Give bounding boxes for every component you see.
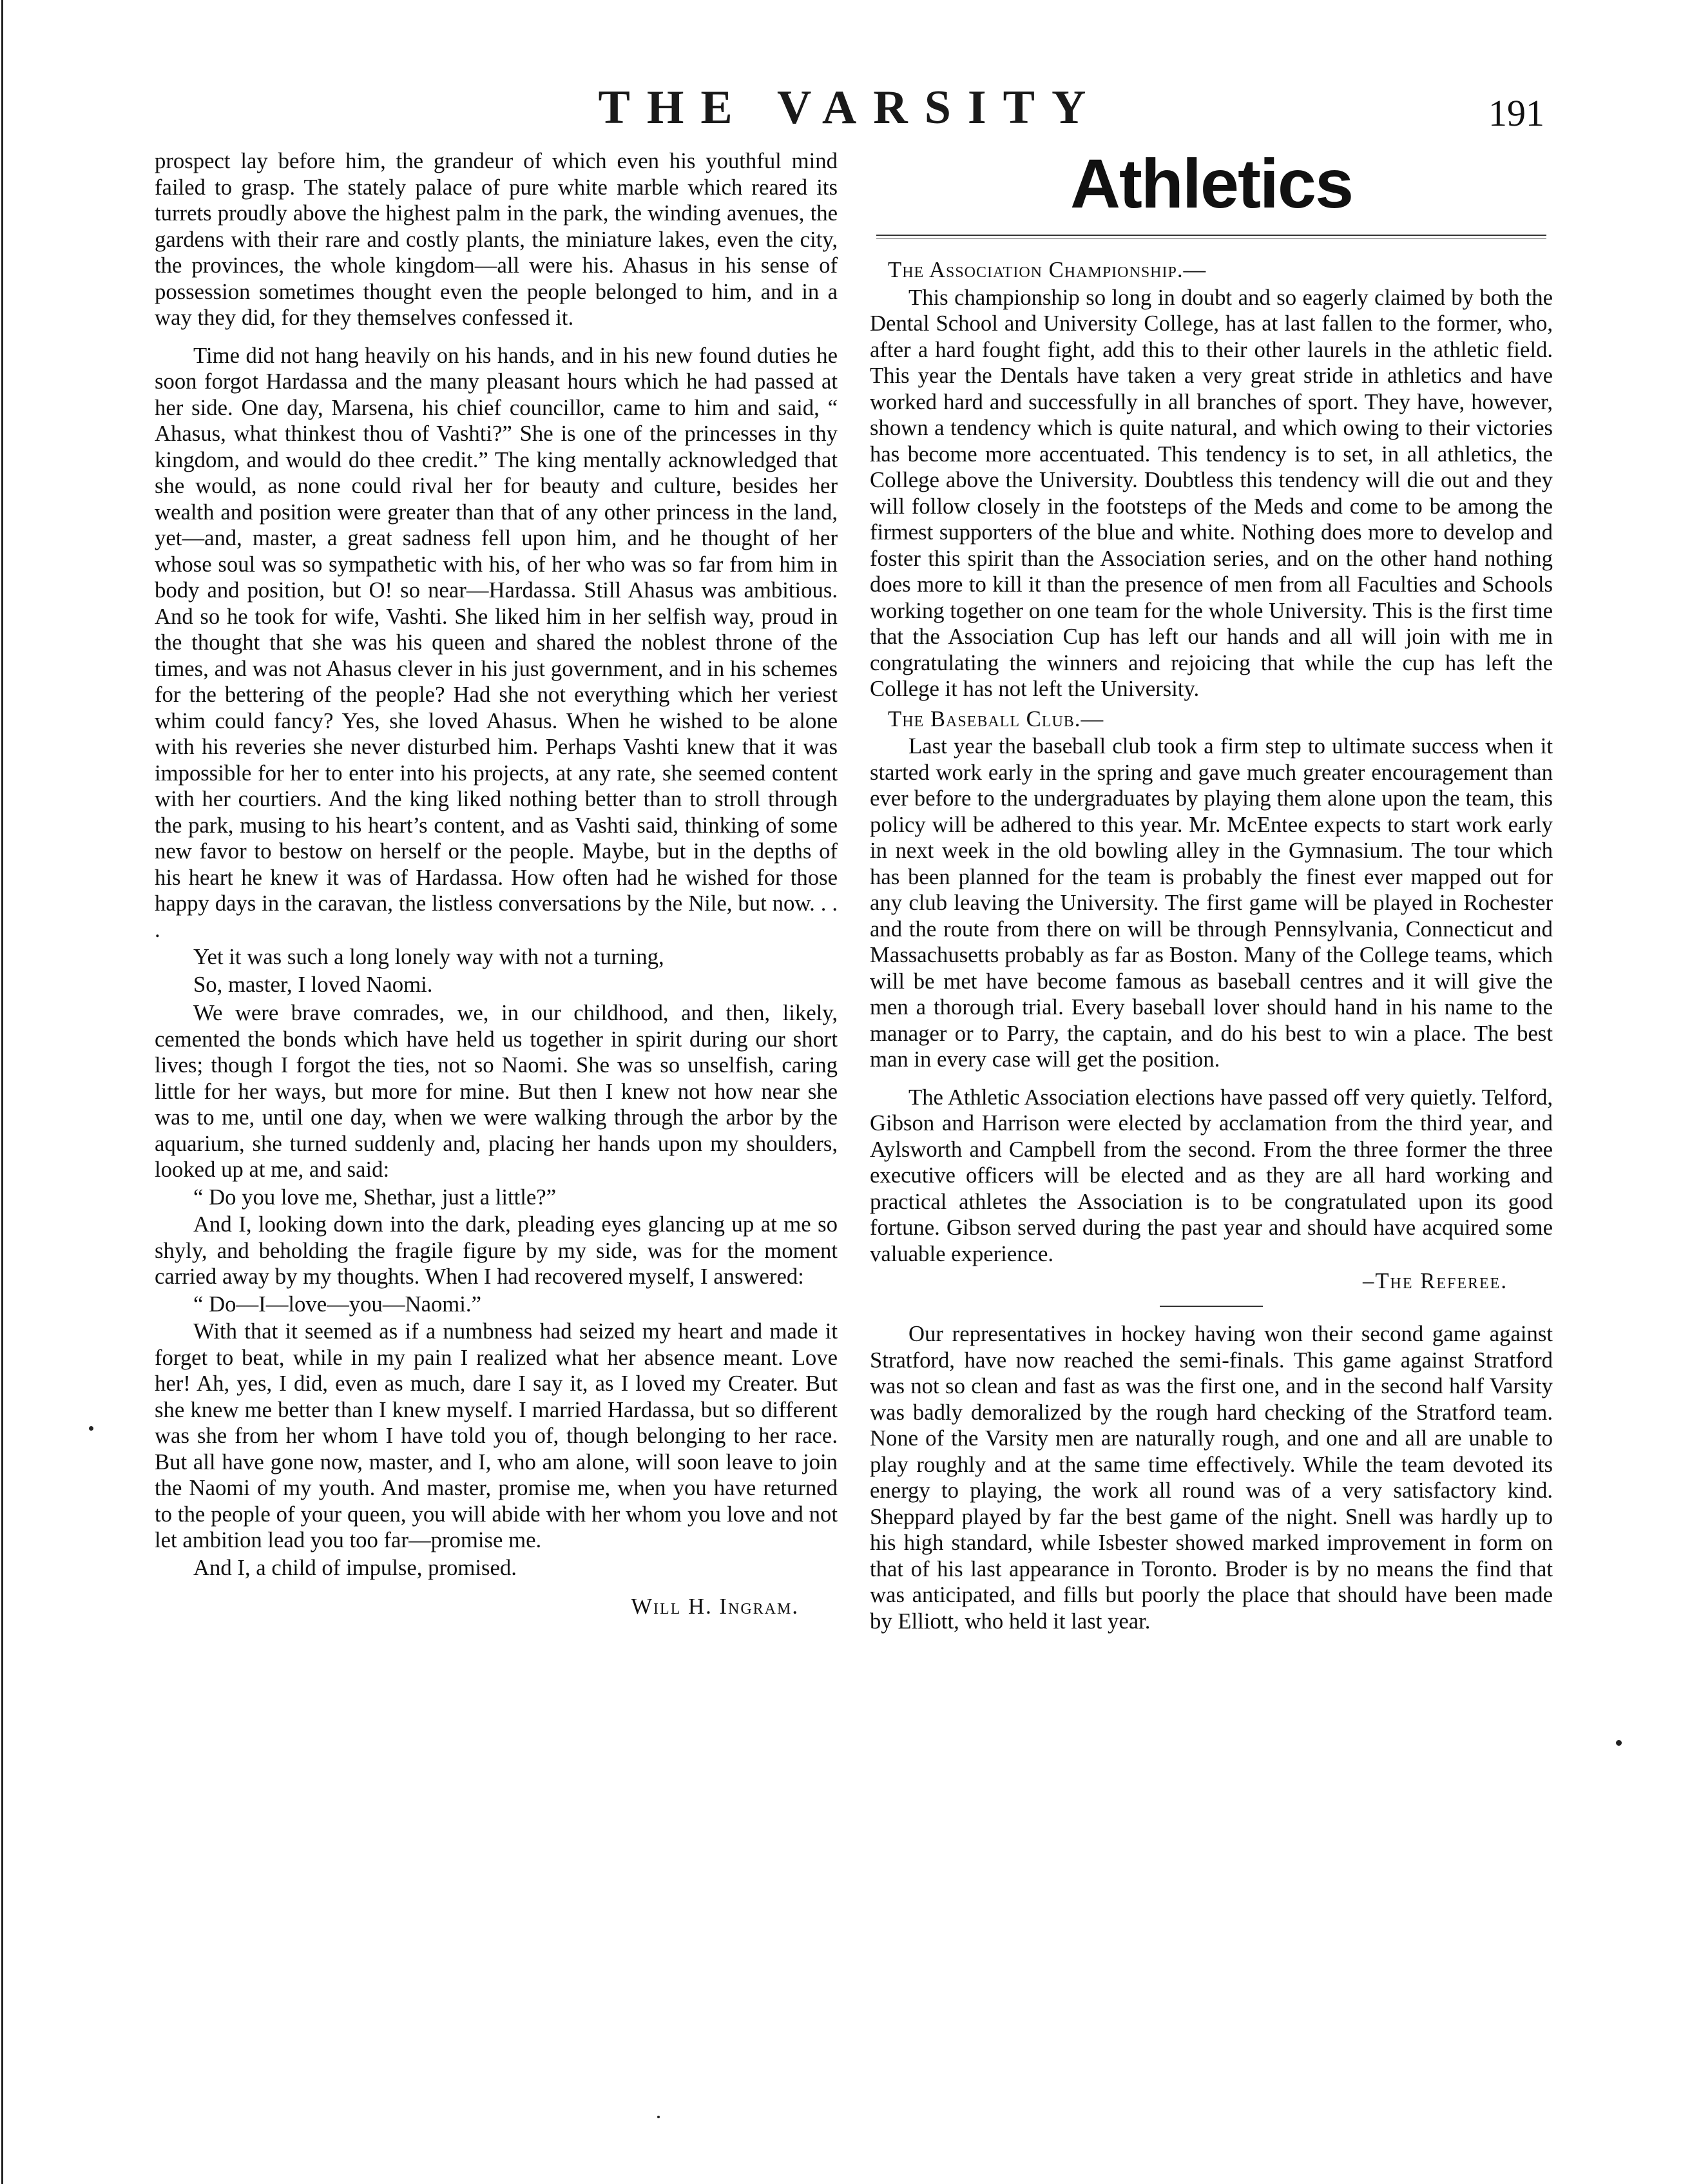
story-paragraph: With that it seemed as if a numbness had seized my heart and made it forget to beat, while in my pain I realized what her absence meant. Love her! Ah, yes, I did, even as much, dare I say it, as I loved my Creater. But she knew me better than I knew myself. I married Hardassa, but so different was she from her whom I have told you of, though belonging to her race. But all have gone now, master, and I, who am alone, will soon leave to join the Naomi of my youth. And master, promise me, when you have returned to the people of your queen, you will abide with her whom you love and not let ambition lead you too far—promise me.: [155, 1319, 838, 1552]
right-column: [870, 144, 1553, 1636]
subheading-baseball: The Baseball Club.—: [888, 706, 1104, 731]
article-paragraph: This championship so long in doubt and so eagerly claimed by both the Dental School and University College, has at last fallen to the former, who, after a hard fought fight, add this to their other laurels in the athletic field. This year the Dentals have taken a very great stride in athletics and have worked hard and successfully in all branches of sport. They have, however, shown a tendency which is quite natural, and which owing to their victories has become more accentuated. This tendency is to set, in all athletics, the College above the University. Doubtless this tendency will die out and they will follow closely in the footsteps of the Meds and come to be among the firmest supporters of the blue and white. Nothing does more to develop and foster this spirit than the Association series, and on the other hand nothing does more to kill it than the presence of men from all Faculties and Schools working together on one team for the whole University. This is the first time that the Association Cup has left our hands and all will join with me in congratulating the winners and rejoicing that while the cup has left the College it has not left the University.: [870, 284, 1553, 701]
verse-line: Yet it was such a long lonely way with not a turning,: [193, 944, 664, 969]
subheading-association: The Association Championship.—: [888, 257, 1207, 282]
article-paragraph: Last year the baseball club took a firm step to ultimate success when it started work early in the spring and gave much greater encouragement than ever before to the undergraduates by playing them alone upon the team, this policy will be adhered to this year. Mr. McEntee expects to start work early in next week in the old bowling alley in the Gymnasium. The tour which has been planned for the team is probably the finest ever mapped out for any club leaving the University. The first game will be played in Rochester and the route from there on will be through Pennsylvania, Connecticut and Massachusetts probably as far as Boston. Many of the College teams, which will be met have become famous as baseball centres and it will give the men a thorough trial. Every baseball lover should hand in his name to the manager or to Parry, the captain, and do his best to win a place. The best man in every case will get the position.: [870, 733, 1553, 1072]
dialogue-line: “ Do you love me, Shethar, just a little?”: [193, 1184, 557, 1210]
author-signature: Will H. Ingram.: [631, 1594, 799, 1619]
heading-divider: [876, 235, 1546, 239]
print-speck: [89, 1426, 93, 1431]
left-column: [155, 148, 838, 1620]
scan-edge-line: [1, 0, 3, 2184]
story-paragraph: prospect lay before him, the grandeur of which even his youthful mind failed to grasp. The stately palace of pure white marble which reared its turrets proudly above the highest palm in the park, the winding avenues, the gardens with their rare and costly plants, the miniature lakes, even the city, the provinces, the whole kingdom—all were his. Ahasus in his sense of possession sometimes thought even the people belonged to him, and in a way they did, for they themselves confessed it.: [155, 148, 838, 330]
article-paragraph: Our representatives in hockey having won their second game against Stratford, have now reached the semi-finals. This game against Stratford was not so clean and fast as was the first one, and in the second half Varsity was badly demoralized by the rough hard checking of the Stratford team. None of the Varsity men are naturally rough, and one and all are unable to play roughly and at the same time effectively. While the team devoted its energy to playing, the work all round was of a very satisfactory kind. Sheppard played by far the best game of the night. Snell was hardly up to his high standard, while Isbester showed marked improvement in form on that of his last appearance in Toronto. Broder is by no means the find that was anticipated, and fills but poorly the place that should have been made by Elliott, who held it last year.: [870, 1321, 1553, 1634]
story-paragraph: We were brave comrades, we, in our childhood, and then, likely, cemented the bonds which have held us together in spirit during our short lives; though I forgot the ties, not so Naomi. She was so unselfish, caring little for her ways, but more for mine. But then I knew not how near she was to me, until one day, when we were walking through the arbor by the aquarium, she turned suddenly and, placing her hands upon my shoulders, looked up at me, and said:: [155, 1000, 838, 1182]
section-divider: [1160, 1306, 1263, 1307]
story-paragraph: And I, looking down into the dark, pleading eyes glancing up at me so shyly, and beholding the fragile figure by my side, was for the moment carried away by my thoughts. When I had recovered myself, I answered:: [155, 1212, 838, 1289]
article-paragraph: The Athletic Association elections have passed off very quietly. Telford, Gibson and Harrison were elected by acclamation from the third year, and Aylsworth and Campbell from the second. From the three former the three executive officers will be elected and as they are all hard working and practical athletes the Association is to be congratulated upon its good fortune. Gibson served during the past year and should have acquired some valuable experience.: [870, 1084, 1553, 1266]
masthead-title: THE VARSITY: [598, 81, 1103, 134]
referee-signature: –The Referee.: [1362, 1268, 1508, 1293]
signature-row: [870, 1268, 1553, 1294]
print-speck: [657, 2116, 660, 2118]
page-number: 191: [1488, 92, 1544, 134]
section-heading: Athletics: [1070, 144, 1353, 222]
story-paragraph: Time did not hang heavily on his hands, and in his new found duties he soon forgot Hardassa and the many pleasant hours which he had passed at her side. One day, Marsena, his chief councillor, came to him and said, “ Ahasus, what thinkest thou of Vashti?” She is one of the princesses in thy kingdom, and would do thee credit.” The king mentally acknowledged that she would, as none could rival her for beauty and culture, besides her wealth and position were greater than that of any other princess in the land, yet—and, master, a great sadness fell upon him, and he thought of her whose soul was so sympathetic with his, of her who was so far from him in body and position, but O! so near—Hardassa. Still Ahasus was ambitious. And so he took for wife, Vashti. She liked him in her selfish way, proud in the thought that she was his queen and shared the noblest throne of the times, and was not Ahasus clever in his just government, and in his schemes for the bettering of the people? Had she not everything which her veriest whim could fancy? Yes, she loved Ahasus. When he wished to be alone with his reveries she never disturbed him. Perhaps Vashti knew that it was impossible for her to enter into his projects, at any rate, she seemed content with her courtiers. And the king liked nothing better than to stroll through the park, musing to his heart’s content, and as Vashti said, thinking of some new favor to bestow on herself or the people. Maybe, but in the depths of his heart he knew it was of Hardassa. How often had he wished for those happy days in the caravan, the listless conversations by the Nile, but now. . . .: [155, 342, 838, 942]
verse-line: So, master, I loved Naomi.: [193, 971, 433, 997]
print-speck: [1616, 1740, 1622, 1746]
dialogue-line: “ Do—I—love—you—Naomi.”: [193, 1291, 481, 1317]
story-paragraph: And I, a child of impulse, promised.: [193, 1554, 517, 1580]
